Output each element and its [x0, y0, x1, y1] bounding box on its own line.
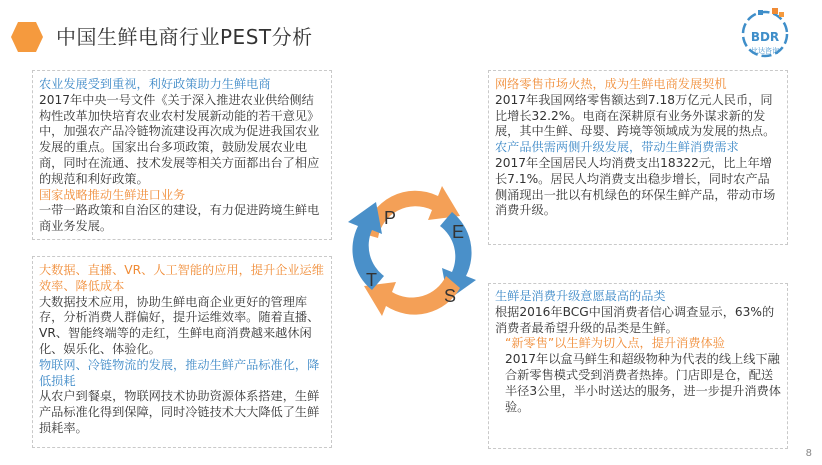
economic-box [488, 70, 788, 245]
logo-name: BDR [750, 30, 780, 44]
pest-label-e: E [452, 222, 465, 242]
technological-heading-1: 大数据、直播、VR、人工智能的应用，提升企业运维效率、降低成本 [39, 263, 324, 293]
pest-label-s: S [444, 286, 457, 306]
technological-box [32, 256, 332, 448]
page-title: 中国生鲜电商行业PEST分析 [56, 25, 313, 49]
social-heading-2: “新零售”以生鲜为切入点，提升消费体验 [505, 336, 725, 351]
social-body-1: 根据2016年BCG中国消费者信心调查显示，63%的消费者最希望升级的品类是生鲜。 [495, 304, 775, 335]
social-heading-1: 生鲜是消费升级意愿最高的品类 [495, 289, 666, 303]
economic-body-1: 2017年我国网络零售额达到7.18万亿元人民币，同比增长32.2%。电商在深耕原有业务外谋求新的发展，其中生鲜、母婴、跨境等领域成为发展的热点。 [495, 92, 776, 139]
page-number: 8 [805, 448, 812, 459]
economic-heading-1: 网络零售市场火热，成为生鲜电商发展契机 [495, 77, 727, 91]
political-heading-2: 国家战略推动生鲜进口业务 [39, 187, 186, 202]
political-box [32, 70, 332, 240]
pest-cycle-diagram [338, 176, 486, 324]
technological-body-2: 从农户到餐桌，物联网技术协助资源体系搭建，生鲜产品标准化得到保障，同时冷链技术大大降低了生鲜损耗率。 [39, 389, 320, 435]
political-body-1: 2017年中央一号文件《关于深入推进农业供给侧结构性改革加快培育农业农村发展新动能的若干意见》中，加强农产品冷链物流建设再次成为促进我国农业发展的重点。国家出台多项政策，鼓励发展农业电商，同时在流通、技术发展等相关方面都出台了相应的规范和利好政策。 [39, 92, 320, 186]
social-box [488, 283, 788, 449]
social-body-2: 2017年以盒马鲜生和超级物种为代表的线上线下融合新零售模式受到消费者热捧。门店即是仓，配送半径3公里，半小时送达的服务，进一步提升消费体验。 [505, 352, 781, 414]
economic-heading-2: 农产品供需两侧升级发展，带动生鲜消费需求 [495, 140, 739, 155]
political-heading-1: 农业发展受到重视，利好政策助力生鲜电商 [39, 77, 271, 91]
bdr-logo [734, 4, 796, 62]
title-marker-icon [10, 20, 44, 54]
pest-label-p: P [384, 208, 397, 228]
economic-body-2: 2017年全国居民人均消费支出18322元，比上年增长7.1%。居民人均消费支出稳步增长，同时农产品侧涌现出一批以有机绿色的环保生鲜产品，带动市场消费升级。 [495, 155, 776, 218]
logo-subtitle: 比达咨询 [751, 47, 779, 55]
political-body-2: 一带一路政策和自治区的建设，有力促进跨境生鲜电商业务发展。 [39, 203, 320, 234]
technological-heading-2: 物联网、冷链物流的发展，推动生鲜产品标准化，降低损耗 [39, 357, 320, 388]
technological-body-1: 大数据技术应用，协助生鲜电商企业更好的管理库存，分析消费人群偏好，提升运维效率。随着直播、VR、智能终端等的走红，生鲜电商消费越来越休闲化、娱乐化、体验化。 [39, 294, 320, 356]
pest-label-t: T [366, 270, 377, 290]
